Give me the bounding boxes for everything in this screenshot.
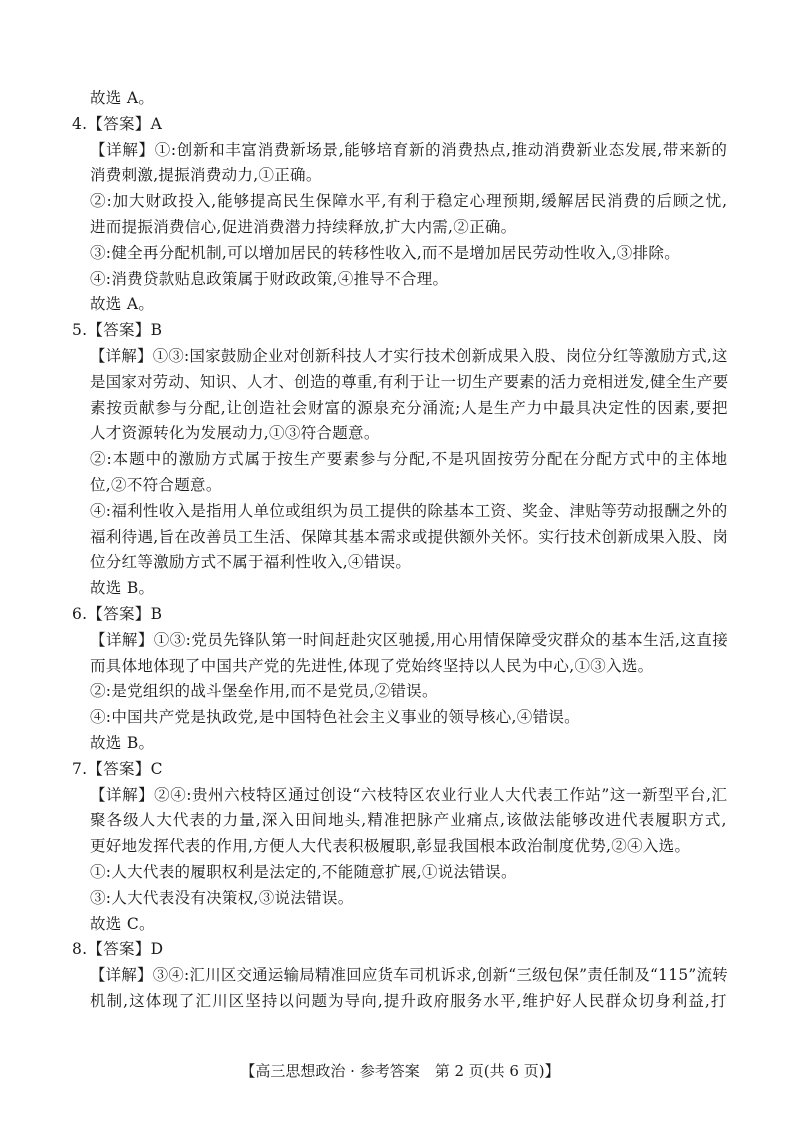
text-line: 进而提振消费信心,促进消费潜力持续释放,扩大内需,②正确。 xyxy=(90,218,517,236)
text-line: 更好地发挥代表的作用,方便人大代表积极履职,彰显我国根本政治制度优势,②④入选。 xyxy=(90,837,691,855)
text-line: 【详解】③④:汇川区交通运输局精准回应货车司机诉求,创新“三级包保”责任制及“115”流转 xyxy=(90,966,728,984)
page-footer: 【高三思想政治 · 参考答案 第 2 页(共 6 页)】 xyxy=(240,1062,560,1080)
text-line: ④:消费贷款贴息政策属于财政政策,④推导不合理。 xyxy=(90,270,449,288)
text-line: ④:福利性收入是指用人单位或组织为员工提供的除基本工资、奖金、津贴等劳动报酬之外的 xyxy=(90,502,728,520)
text-line: 机制,这体现了汇川区坚持以问题为导向,提升政府服务水平,维护好人民群众切身利益,打 xyxy=(90,992,728,1010)
text-line: 【详解】①③:党员先锋队第一时间赶赴灾区驰援,用心用情保障受灾群众的基本生活,这直接 xyxy=(90,631,729,649)
answer-heading: 7.【答案】C xyxy=(72,760,163,778)
text-line: 【详解】①③:国家鼓励企业对创新科技人才实行技术创新成果入股、岗位分红等激励方式,这 xyxy=(90,347,728,365)
answer-heading: 5.【答案】B xyxy=(72,321,163,339)
text-line: ②:本题中的激励方式属于按生产要素参与分配,不是巩固按劳分配在分配方式中的主体地 xyxy=(90,450,729,468)
text-line: 故选 A。 xyxy=(90,89,155,107)
text-line: 素按贡献参与分配,让创造社会财富的源泉充分涌流;人是生产力中最具决定性的因素,要把 xyxy=(90,399,729,417)
text-line: 福利待遇,旨在改善员工生活、保障其基本需求或提供额外关怀。实行技术创新成果入股、岗 xyxy=(90,528,729,546)
text-line: 消费刺激,提振消费动力,①正确。 xyxy=(90,166,322,184)
text-line: ②:是党组织的战斗堡垒作用,而不是党员,②错误。 xyxy=(90,682,438,700)
text-line: 是国家对劳动、知识、人才、创造的尊重,有利于让一切生产要素的活力竞相迸发,健全生产要 xyxy=(90,373,729,391)
text-line: 故选 A。 xyxy=(90,295,155,313)
text-line: 故选 C。 xyxy=(90,915,155,933)
text-line: 位,②不符合题意。 xyxy=(90,476,222,494)
text-line: ③:健全再分配机制,可以增加居民的转移性收入,而不是增加居民劳动性收入,③排除。 xyxy=(90,244,681,262)
text-line: ④:中国共产党是执政党,是中国特色社会主义事业的领导核心,④错误。 xyxy=(90,708,580,726)
text-line: ②:加大财政投入,能够提高民生保障水平,有利于稳定心理预期,缓解居民消费的后顾之忧, xyxy=(90,192,729,210)
answer-heading: 4.【答案】A xyxy=(72,115,163,133)
text-line: 故选 B。 xyxy=(90,734,155,752)
text-line: ③:人大代表没有决策权,③说法错误。 xyxy=(90,889,354,907)
answer-heading: 8.【答案】D xyxy=(72,940,164,958)
text-line: 位分红等激励方式不属于福利性收入,④错误。 xyxy=(90,553,412,571)
text-line: ①:人大代表的履职权利是法定的,不能随意扩展,①说法错误。 xyxy=(90,863,517,881)
text-line: 而具体地体现了中国共产党的先进性,体现了党始终坚持以人民为中心,①③入选。 xyxy=(90,657,654,675)
text-line: 聚各级人大代表的力量,深入田间地头,精准把脉产业痛点,该做法能够改进代表履职方式, xyxy=(90,811,728,829)
answer-heading: 6.【答案】B xyxy=(72,605,163,623)
text-line: 【详解】②④:贵州六枝特区通过创设“六枝特区农业行业人大代表工作站”这一新型平台,汇 xyxy=(90,786,728,804)
text-line: 人才资源转化为发展动力,①③符合题意。 xyxy=(90,424,380,442)
text-line: 【详解】①:创新和丰富消费新场景,能够培育新的消费热点,推动消费新业态发展,带来新的 xyxy=(90,141,728,159)
text-line: 故选 B。 xyxy=(90,579,155,597)
